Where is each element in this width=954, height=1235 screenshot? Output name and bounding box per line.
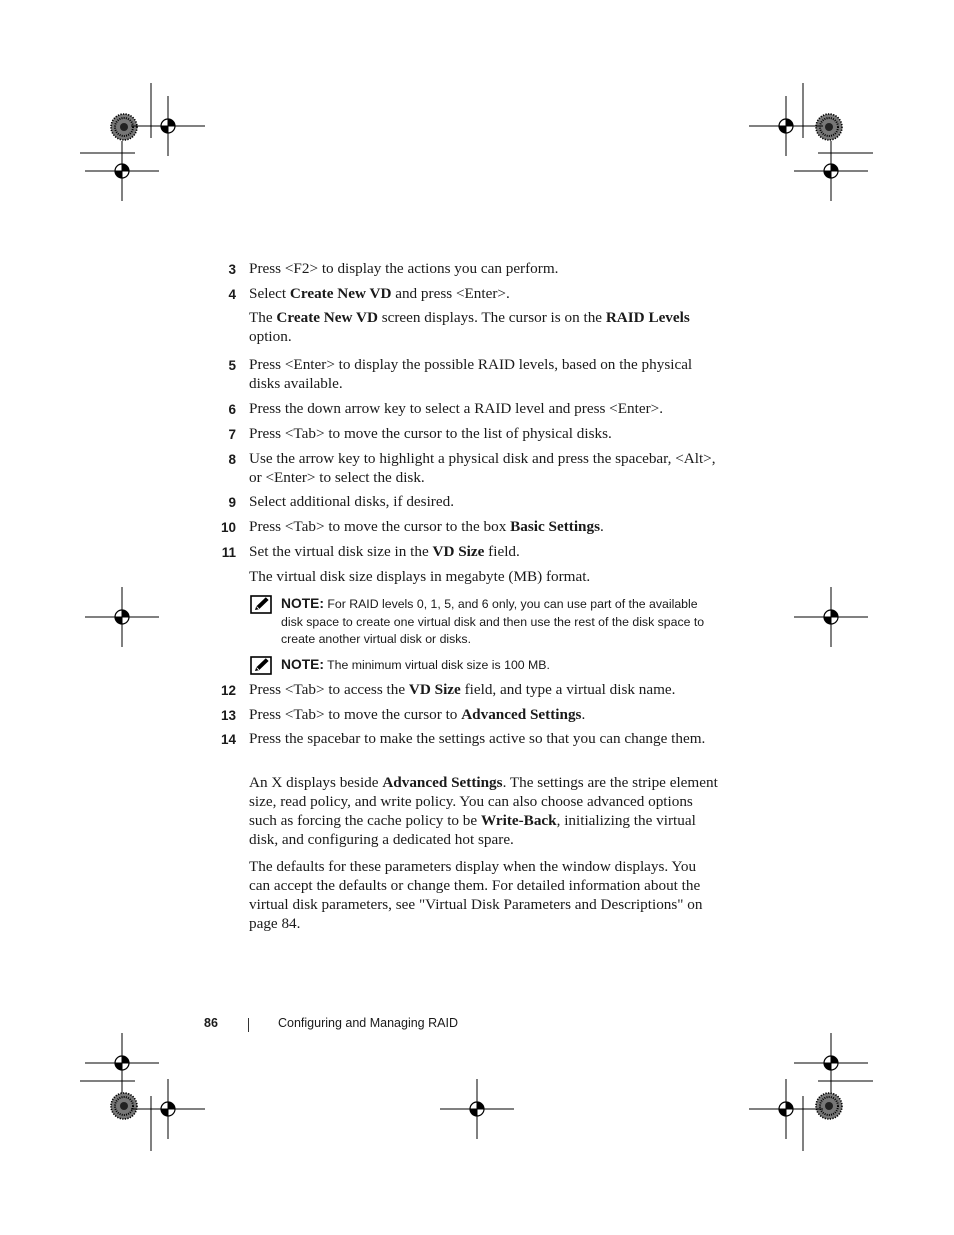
note-text: NOTE: The minimum virtual disk size is 100 MB. xyxy=(281,657,550,672)
step-number: 7 xyxy=(228,427,236,442)
star-target-icon xyxy=(111,1093,137,1119)
step-text: Press <Tab> to move the cursor to the list of physical disks. xyxy=(249,425,612,442)
step-text: Use the arrow key to highlight a physical disk and press the spacebar, <Alt>, or <Enter> to select the disk. xyxy=(249,450,716,486)
crosshair-icon xyxy=(794,587,868,647)
pencil-note-icon xyxy=(250,595,272,614)
crosshair-icon xyxy=(794,141,868,201)
step-number: 4 xyxy=(228,287,236,302)
star-target-icon xyxy=(816,114,842,140)
crosshair-icon xyxy=(440,1079,514,1139)
body-paragraph: The defaults for these parameters display when the window displays. You can accept the defaults or change them. For detailed information about the virtual disk parameters, see "Virtual Disk Parameters and Descriptions" on page 84. xyxy=(249,858,703,932)
crosshair-icon xyxy=(749,96,823,156)
step-number: 10 xyxy=(220,520,236,535)
step-number: 3 xyxy=(228,262,236,277)
chapter-title: Configuring and Managing RAID xyxy=(278,1016,458,1030)
step-text: Press the down arrow key to select a RAID level and press <Enter>. xyxy=(249,400,664,417)
crosshair-icon xyxy=(794,1033,868,1093)
step-text: Press <Tab> to access the VD Size field, and type a virtual disk name. xyxy=(249,681,676,698)
crosshair-icon xyxy=(85,587,159,647)
step-number: 8 xyxy=(228,452,236,467)
step-number: 13 xyxy=(220,708,236,723)
step-text: Select Create New VD and press <Enter>. xyxy=(249,285,510,302)
step-text: Select additional disks, if desired. xyxy=(249,493,454,510)
step-text: Set the virtual disk size in the VD Size field. xyxy=(249,543,520,560)
note-text: NOTE: For RAID levels 0, 1, 5, and 6 only, you can use part of the available disk space to create one virtual disk and then use the rest of the disk space to create another virtual disk or disks. xyxy=(281,596,705,646)
step-text: Press <Enter> to display the possible RAID levels, based on the physical disks available. xyxy=(249,356,693,392)
star-target-icon xyxy=(816,1093,842,1119)
step-text: Press <Tab> to move the cursor to the box Basic Settings. xyxy=(249,518,604,535)
body-paragraph: An X displays beside Advanced Settings. The settings are the stripe element size, read policy, and write policy. You can also choose advanced options such as forcing the cache policy to be Write-Back, initializing the virtual disk, and configuring a dedicated hot spare. xyxy=(249,774,718,848)
note-label: NOTE: xyxy=(281,596,324,611)
step-number: 9 xyxy=(228,495,236,510)
step-number: 11 xyxy=(221,545,236,560)
step-number: 12 xyxy=(220,683,236,698)
body-paragraph: The Create New VD screen displays. The cursor is on the RAID Levels option. xyxy=(249,309,690,345)
crosshair-icon xyxy=(131,96,205,156)
step-number: 14 xyxy=(220,732,236,747)
star-target-icon xyxy=(111,114,137,140)
step-number: 5 xyxy=(228,358,236,373)
body-paragraph: The virtual disk size displays in megabyte (MB) format. xyxy=(249,568,591,585)
step-text: Press <F2> to display the actions you can perform. xyxy=(249,260,559,277)
note-label: NOTE: xyxy=(281,657,324,672)
step-text: Press <Tab> to move the cursor to Advanced Settings. xyxy=(249,706,586,723)
pencil-note-icon xyxy=(250,656,272,675)
crosshair-icon xyxy=(131,1079,205,1139)
crosshair-icon xyxy=(749,1079,823,1139)
footer-divider xyxy=(248,1018,249,1032)
crosshair-icon xyxy=(85,141,159,201)
step-number: 6 xyxy=(228,402,236,417)
step-text: Press the spacebar to make the settings active so that you can change them. xyxy=(249,730,706,747)
page-number: 86 xyxy=(204,1016,218,1030)
crosshair-icon xyxy=(85,1033,159,1093)
